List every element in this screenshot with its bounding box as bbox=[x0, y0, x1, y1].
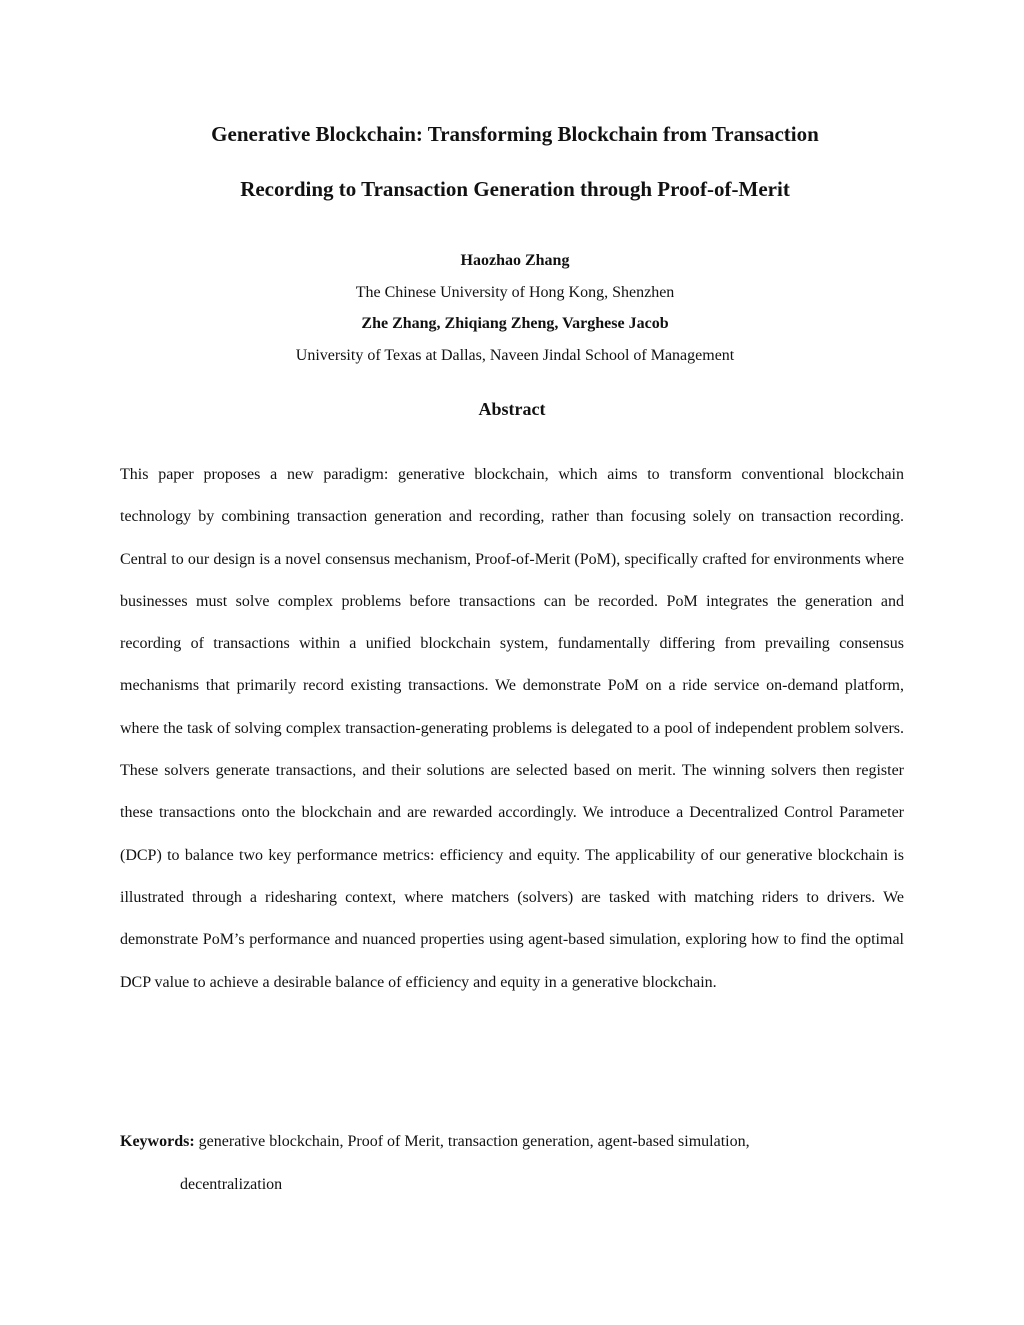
title-line-1: Generative Blockchain: Transforming Blockchain from Transaction bbox=[211, 122, 819, 146]
abstract-heading: Abstract bbox=[478, 399, 546, 419]
affiliation-1: The Chinese University of Hong Kong, Shenzhen bbox=[355, 284, 675, 301]
author-1: Haozhao Zhang bbox=[460, 252, 570, 269]
keywords-line-2: decentralization bbox=[180, 1175, 283, 1193]
authors-2: Zhe Zhang, Zhiqiang Zheng, Varghese Jacob bbox=[361, 315, 669, 332]
affiliation-2: University of Texas at Dallas, Naveen Jindal School of Management bbox=[295, 347, 735, 364]
keywords-line-1: generative blockchain, Proof of Merit, transaction generation, agent-based simulation, bbox=[198, 1133, 750, 1150]
keywords bbox=[120, 1121, 904, 1206]
keywords-label: Keywords: bbox=[120, 1133, 195, 1150]
title-line-2: Recording to Transaction Generation through Proof-of-Merit bbox=[240, 177, 790, 201]
abstract-body: This paper proposes a new paradigm: generative blockchain, which aims to transform conventional blockchain technology by combining transaction generation and recording, rather than focusing solely on transaction recording. Central to our design is a novel consensus mechanism, Proof-of-Merit (PoM), specifically crafted for environments where businesses must solve complex problems before transactions can be recorded. PoM integrates the generation and recording of transactions within a unified blockchain system, fundamentally differing from prevailing consensus mechanisms that primarily record existing transactions. We demonstrate PoM on a ride service on-demand platform, where the task of solving complex transaction-generating problems is delegated to a pool of independent problem solvers. These solvers generate transactions, and their solutions are selected based on merit. The winning solvers then register these transactions onto the blockchain and are rewarded accordingly. We introduce a Decentralized Control Parameter (DCP) to balance two key performance metrics: efficiency and equity. The applicability of our generative blockchain is illustrated through a ridesharing context, where matchers (solvers) are tasked with matching riders to drivers. We demonstrate PoM’s performance and nuanced properties using agent-based simulation, exploring how to find the optimal DCP value to achieve a desirable balance of efficiency and equity in a generative blockchain. bbox=[120, 466, 904, 991]
